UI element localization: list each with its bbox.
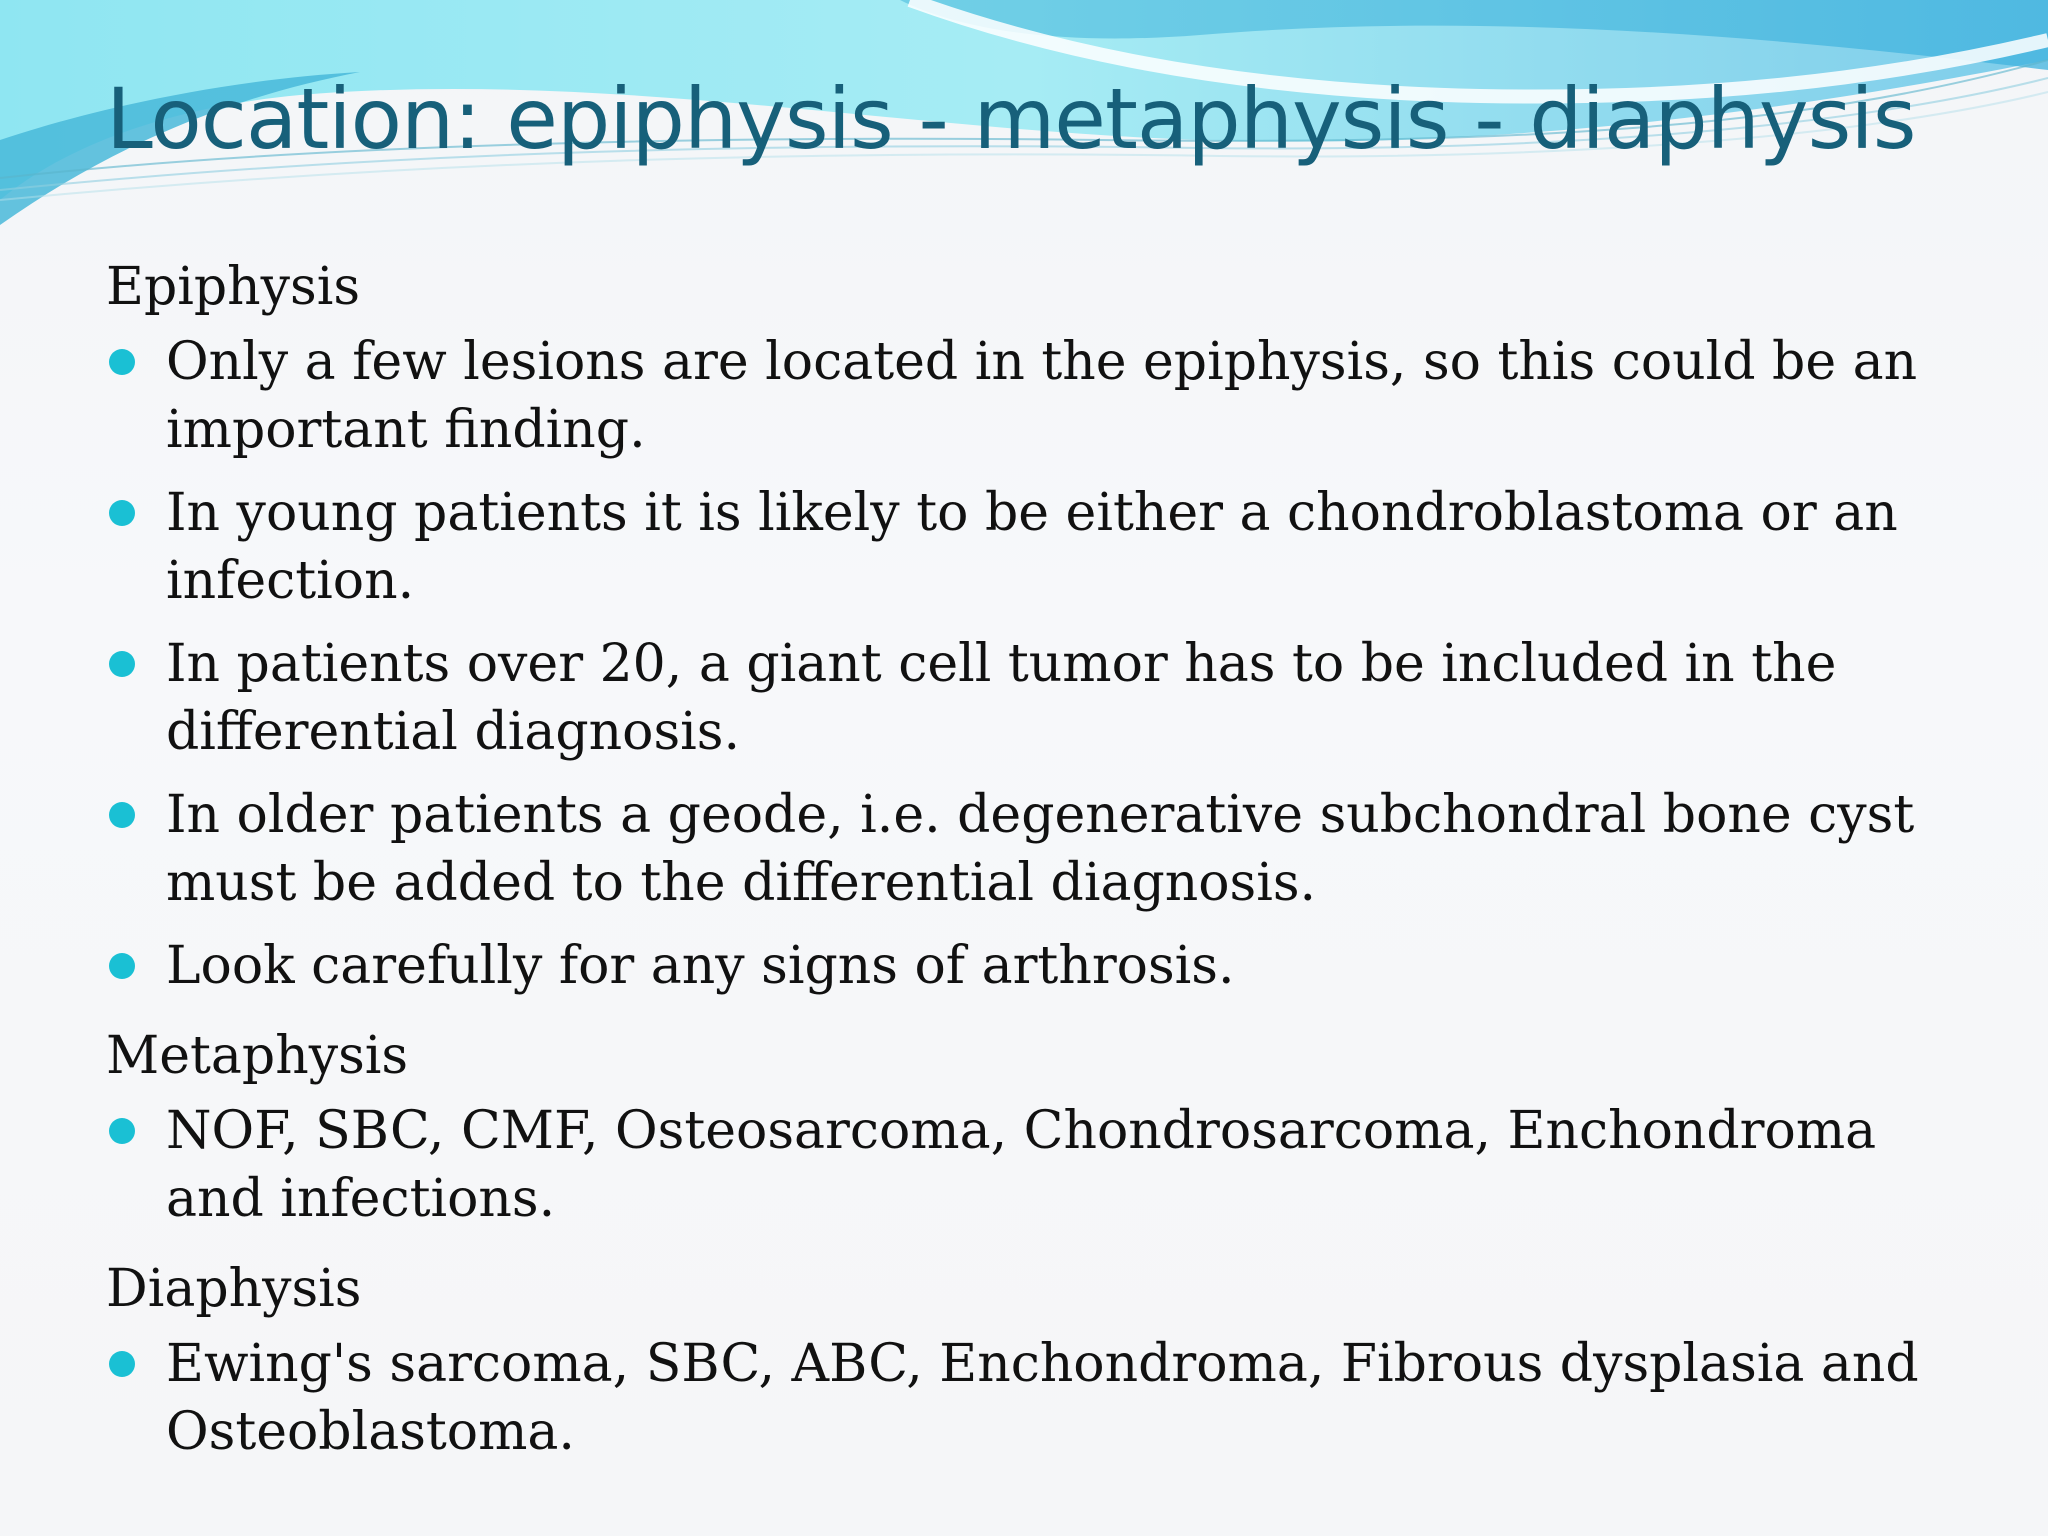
section-heading-metaphysis: Metaphysis (106, 1026, 409, 1086)
list-item (106, 1097, 1966, 1233)
bullet-dot-icon (109, 651, 135, 677)
section-heading-epiphysis: Epiphysis (106, 257, 361, 317)
list-item (106, 932, 1966, 1000)
list-item (106, 781, 1966, 917)
bullet-text: In older patients a geode, i.e. degenerative subchondral bone cyst must be added to the differential diagnosis. (166, 785, 1915, 913)
slide-title: Location: epiphysis - metaphysis - diaphysis (106, 70, 1916, 168)
section-heading-diaphysis: Diaphysis (106, 1259, 362, 1319)
bullet-text: In young patients it is likely to be either a chondroblastoma or an infection. (166, 483, 1898, 611)
list-item (106, 630, 1966, 766)
bullet-text: Only a few lesions are located in the epiphysis, so this could be an important finding. (166, 332, 1918, 460)
list-item (106, 1330, 1966, 1466)
bullet-dot-icon (109, 349, 135, 375)
bullet-dot-icon (109, 500, 135, 526)
bullet-dot-icon (109, 1118, 135, 1144)
bullet-text: Look carefully for any signs of arthrosis. (166, 936, 1235, 996)
list-item (106, 479, 1966, 615)
bullet-dot-icon (109, 802, 135, 828)
bullet-dot-icon (109, 1351, 135, 1377)
bullet-text: In patients over 20, a giant cell tumor has to be included in the differential diagnosis. (166, 634, 1837, 762)
slide-content (106, 246, 1966, 1481)
list-item (106, 328, 1966, 464)
bullet-text: NOF, SBC, CMF, Osteosarcoma, Chondrosarcoma, Enchondroma and infections. (166, 1101, 1877, 1229)
bullet-text: Ewing's sarcoma, SBC, ABC, Enchondroma, Fibrous dysplasia and Osteoblastoma. (166, 1334, 1919, 1462)
bullet-dot-icon (109, 953, 135, 979)
